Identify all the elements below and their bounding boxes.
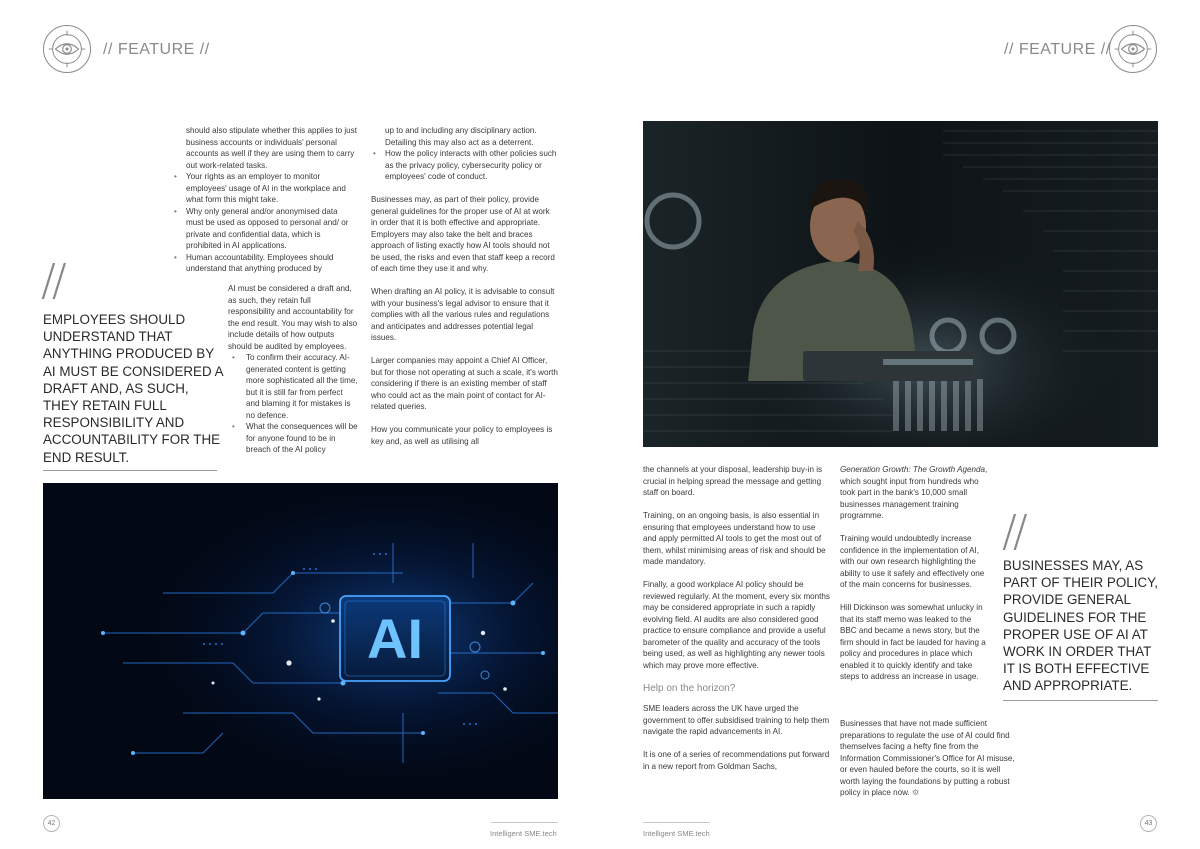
subheading: Help on the horizon? [643, 682, 736, 694]
list-item: • To confirm their accuracy. AI-generated content is getting more sophisticated all the time, but it is still far from perfect and blaming it for mistakes is no defence. [228, 352, 358, 421]
pull-quote-slashes: // [1002, 506, 1024, 557]
pull-quote-slashes: // [41, 255, 63, 306]
left-column-1 [172, 125, 357, 275]
paragraph: Hill Dickinson was somewhat unlucky in that its staff memo was leaked to the BBC and became a news story, but the firm should in fact be lauded for having a policy and procedures in place which enabled it to quickly identify and take steps to address an increase in usage. [840, 603, 986, 681]
pull-quote-rule [1003, 700, 1158, 701]
col1-bullet-list [172, 171, 357, 275]
feature-label: // FEATURE // [103, 41, 210, 58]
paragraph: Training, on an ongoing basis, is also essential in ensuring that employees understand how to use and apply permitted AI tools to get the most out of them, whilst minimising areas of risk and should be made mandatory. [643, 511, 826, 566]
paragraph: Larger companies may appoint a Chief AI Officer, but for those not operating at such a scale, it's worth considering if there is an existing member of staff who could act as the main point of contact for AI-related queries. [371, 356, 558, 411]
col2-bullet-list [371, 148, 558, 183]
list-item: • Why only general and/or anonymised data must be used as opposed to personal and/ or private and confidential data, which is prohibited in AI applications. [172, 206, 357, 252]
paragraph: Training would undoubtedly increase confidence in the implementation of AI, with our own research highlighting the ability to use it safely and effectively one of the main concerns for businesses. [840, 534, 985, 589]
pull-quote-rule [43, 470, 217, 471]
footer-publication: Intelligent SME.tech [490, 829, 557, 838]
footer-publication: Intelligent SME.tech [643, 829, 710, 838]
col1-intro: should also stipulate whether this applies to just business accounts or individuals' personal accounts as well if they are using them to carry out work-related tasks. [186, 126, 357, 170]
report-title: Generation Growth: The Growth Agenda [840, 465, 986, 474]
pull-quote: EMPLOYEES SHOULD UNDERSTAND THAT ANYTHING PRODUCED BY AI MUST BE CONSIDERED A DRAFT AND, AS SUCH, THEY RETAIN FULL RESPONSIBILITY AND ACCOUNTABILITY FOR THE END RESULT. [43, 312, 223, 465]
paragraph: Finally, a good workplace AI policy should be reviewed regularly. At the moment, every six months may be considered appropriate in such a rapidly evolving field. AI audits are also considered good practice to ensure compliance and provide a useful barometer of the quality and accuracy of the tools being used, as well as highlighting any newer tools which may prove more effective. [643, 580, 830, 670]
ai-image-text: AI [367, 607, 423, 670]
paragraph: How you communicate your policy to employees is key and, as well as utilising all [371, 425, 553, 446]
eye-target-icon [1109, 25, 1157, 73]
footer-rule [643, 822, 710, 823]
paragraph [840, 464, 990, 522]
footer-rule [491, 822, 558, 823]
end-mark-icon: ⚙ [912, 788, 920, 797]
paragraph [840, 718, 1020, 799]
right-column-2-final [840, 718, 1020, 810]
ai-circuit-image [43, 483, 558, 799]
report-description: , which sought input from hundreds who took part in the bank's 10,000 small businesses management training programme. [840, 465, 988, 520]
paragraph: Businesses may, as part of their policy, provide general guidelines for the proper use of AI at work in order that it is both effective and appropriate. Employers may also take the belt and braces approach of listing exactly how AI tools should not be used, the risks and even that staff keep a record of each time they use it and why. [371, 195, 555, 273]
page-number: 43 [1140, 815, 1157, 832]
list-item: • Your rights as an employer to monitor employees' usage of AI in the workplace and what form this might take. [172, 171, 357, 206]
final-paragraph-text: Businesses that have not made sufficient preparations to regulate the use of AI could find themselves facing a hefty fine from the Information Commissioner's Office for AI misuse, or even hauled before the courts, so it is well worth laying the foundations by putting a robust policy in place now. [840, 719, 1015, 797]
col1-subbullet-list [228, 352, 358, 456]
list-item: • How the policy interacts with other policies such as the privacy policy, cybersecurity policy or employees' code of conduct. [371, 148, 558, 183]
eye-target-icon [43, 25, 91, 73]
right-column-2 [840, 464, 990, 694]
col1-accountability-cont: AI must be considered a draft and, as such, they retain full responsibility and accountability for the end result. You may wish to also include details of how outputs should be audited by employees. [228, 284, 358, 351]
paragraph: When drafting an AI policy, it is advisable to consult with your business's legal advisor to ensure that it complies with all the various rules and regulations and anticipates and addresses potential legal issues. [371, 287, 555, 342]
paragraph: the channels at your disposal, leadership buy-in is crucial in helping spread the message and getting staff on board. [643, 465, 823, 497]
left-column-1-wrap [228, 283, 358, 456]
list-item: • What the consequences will be for anyone found to be in breach of the AI policy [228, 421, 358, 456]
pull-quote: BUSINESSES MAY, AS PART OF THEIR POLICY, PROVIDE GENERAL GUIDELINES FOR THE PROPER USE OF AI AT WORK IN ORDER THAT IT IS BOTH EFFECTIVE AND APPROPRIATE. [1003, 558, 1159, 694]
paragraph: SME leaders across the UK have urged the government to offer subsidised training to help them navigate the rapid advancements in AI. [643, 704, 830, 736]
feature-label: // FEATURE // [1004, 41, 1111, 58]
paragraph: It is one of a series of recommendations put forward in a new report from Goldman Sachs, [643, 750, 830, 771]
list-item: • Human accountability. Employees should understand that anything produced by [172, 252, 357, 275]
right-column-1 [643, 464, 830, 784]
col2-intro: up to and including any disciplinary action. Detailing this may also act as a deterrent. [385, 126, 537, 147]
page-number: 42 [43, 815, 60, 832]
man-at-laptop-photo [643, 121, 1158, 447]
left-column-2 [371, 125, 558, 459]
